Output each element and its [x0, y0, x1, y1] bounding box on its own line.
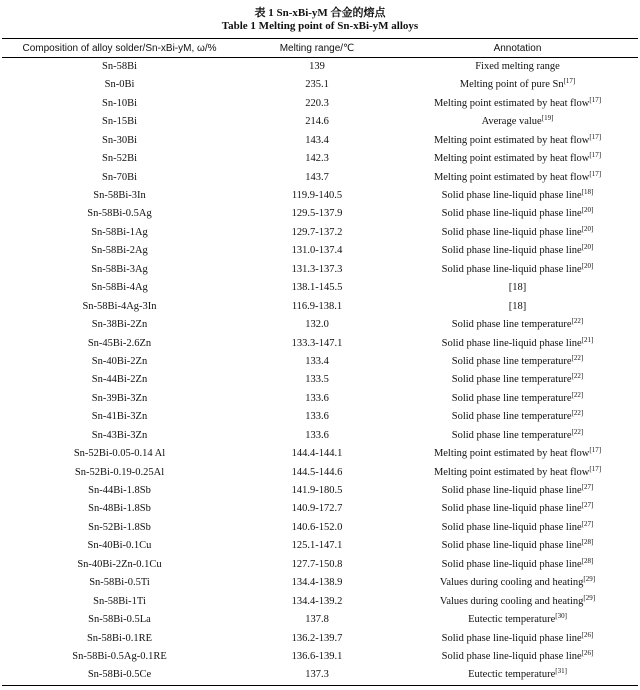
header-annotation: Annotation [397, 39, 638, 58]
melting-range-cell: 220.3 [305, 97, 329, 109]
annotation-text: Solid phase line-liquid phase line [441, 190, 582, 202]
reference-citation: [21] [581, 335, 594, 344]
composition-cell: Sn-40Bi-0.1Cu [87, 540, 152, 552]
annotation-cell [397, 593, 638, 611]
table-row [2, 427, 638, 445]
reference-citation: [22] [571, 427, 584, 436]
composition-cell: Sn-58Bi-2Ag [91, 245, 148, 257]
composition-cell: Sn-41Bi-3Zn [91, 411, 148, 423]
table-row [2, 169, 638, 187]
reference-citation: [26] [581, 630, 594, 639]
reference-citation: [27] [581, 519, 594, 528]
melting-range-cell: 143.7 [305, 171, 329, 183]
annotation-text: Melting point estimated by heat flow [433, 134, 590, 146]
table-row [2, 501, 638, 519]
annotation-text: Values during cooling and heating [439, 595, 584, 607]
melting-range-cell: 140.9-172.7 [291, 503, 343, 515]
annotation-text: Solid phase line temperature [451, 411, 572, 423]
table-row [2, 206, 638, 224]
table-row [2, 335, 638, 353]
melting-range-cell: 116.9-138.1 [291, 300, 343, 312]
annotation-cell [397, 335, 638, 353]
table-row [2, 390, 638, 408]
table-row [2, 279, 638, 297]
annotation-text: Solid phase line-liquid phase line [441, 226, 582, 238]
composition-cell: Sn-52Bi-1.8Sb [88, 521, 151, 533]
annotation-cell [397, 648, 638, 666]
annotation-cell [397, 353, 638, 371]
table-row [2, 261, 638, 279]
composition-cell: Sn-58Bi [101, 60, 137, 72]
annotation-text: Solid phase line-liquid phase line [441, 503, 582, 515]
composition-cell: Sn-58Bi-4Ag [91, 282, 148, 294]
composition-cell: Sn-10Bi [101, 97, 137, 109]
reference-citation: [27] [581, 483, 594, 492]
melting-range-cell: 136.6-139.1 [291, 650, 343, 662]
composition-cell: Sn-40Bi-2Zn-0.1Cu [77, 558, 162, 570]
table-row [2, 556, 638, 574]
table-row [2, 519, 638, 537]
annotation-text: Solid phase line-liquid phase line [441, 558, 582, 570]
table-row [2, 113, 638, 131]
melting-range-cell: 138.1-145.5 [291, 282, 343, 294]
melting-range-cell: 119.9-140.5 [291, 190, 343, 202]
composition-cell: Sn-52Bi-0.19-0.25Al [74, 466, 165, 478]
melting-range-cell: 133.6 [305, 429, 329, 441]
melting-range-cell: 143.4 [305, 134, 329, 146]
annotation-cell [397, 132, 638, 150]
annotation-cell [397, 482, 638, 500]
melting-range-cell: 137.8 [305, 614, 329, 626]
table-row [2, 648, 638, 666]
composition-cell: Sn-43Bi-3Zn [91, 429, 148, 441]
table-row [2, 537, 638, 555]
melting-range-cell: 144.4-144.1 [291, 448, 343, 460]
table-row [2, 95, 638, 113]
annotation-text: Solid phase line-liquid phase line [441, 632, 582, 644]
melting-range-cell: 142.3 [305, 153, 329, 165]
melting-range-cell: 140.6-152.0 [291, 521, 343, 533]
composition-cell: Sn-58Bi-0.5Ag-0.1RE [72, 650, 167, 662]
composition-cell: Sn-38Bi-2Zn [91, 319, 148, 331]
composition-cell: Sn-44Bi-2Zn [91, 374, 148, 386]
annotation-cell [397, 316, 638, 334]
melting-range-cell: 134.4-138.9 [291, 577, 343, 589]
composition-cell: Sn-70Bi [101, 171, 137, 183]
table-row [2, 224, 638, 242]
annotation-cell [397, 242, 638, 260]
composition-cell: Sn-44Bi-1.8Sb [88, 485, 151, 497]
reference-citation: [17] [589, 151, 602, 160]
annotation-cell [397, 113, 638, 131]
annotation-text: Solid phase line temperature [451, 429, 572, 441]
melting-range-cell: 127.7-150.8 [291, 558, 343, 570]
annotation-cell [397, 224, 638, 242]
annotation-text: Solid phase line-liquid phase line [441, 650, 582, 662]
annotation-text: Solid phase line temperature [451, 392, 572, 404]
annotation-text: Eutectic temperature [468, 614, 556, 626]
table-caption-chinese: 表 1 Sn-xBi-yM 合金的熔点 [254, 7, 386, 19]
melting-point-table [2, 38, 638, 686]
reference-citation: [22] [571, 372, 584, 381]
annotation-text: Melting point estimated by heat flow [433, 171, 590, 183]
composition-cell: Sn-15Bi [101, 116, 137, 128]
reference-citation: [17] [563, 77, 576, 86]
melting-range-cell: 133.4 [305, 355, 329, 367]
table-row [2, 630, 638, 648]
composition-cell: Sn-30Bi [101, 134, 137, 146]
annotation-cell [397, 611, 638, 629]
reference-citation: [20] [581, 243, 594, 252]
annotation-text: Melting point of pure Sn [459, 79, 564, 91]
composition-cell: Sn-40Bi-2Zn [91, 355, 148, 367]
melting-range-cell: 235.1 [305, 79, 329, 91]
reference-citation: [22] [571, 409, 584, 418]
annotation-cell [397, 390, 638, 408]
reference-citation: [22] [571, 317, 584, 326]
melting-range-cell: 214.6 [305, 116, 329, 128]
reference-citation: [26] [581, 648, 594, 657]
reference-citation: [17] [589, 446, 602, 455]
table-row [2, 76, 638, 94]
table-row [2, 58, 638, 77]
table-row [2, 150, 638, 168]
annotation-cell [397, 501, 638, 519]
annotation-cell [397, 206, 638, 224]
annotation-cell [397, 666, 638, 685]
annotation-cell [397, 76, 638, 94]
reference-citation: [28] [581, 538, 594, 547]
annotation-cell [397, 445, 638, 463]
composition-cell: Sn-58Bi-1Ti [93, 595, 146, 607]
composition-cell: Sn-45Bi-2.6Zn [87, 337, 152, 349]
reference-citation: [17] [589, 132, 602, 141]
melting-range-cell: 129.7-137.2 [291, 226, 343, 238]
composition-cell: Sn-52Bi [101, 153, 137, 165]
annotation-text: Solid phase line-liquid phase line [441, 263, 582, 275]
table-row [2, 316, 638, 334]
reference-citation: [22] [571, 390, 584, 399]
melting-range-cell: 137.3 [237, 666, 397, 685]
melting-range-cell: 129.5-137.9 [291, 208, 343, 220]
annotation-cell [397, 408, 638, 426]
composition-cell: Sn-58Bi-0.1RE [86, 632, 153, 644]
annotation-cell [397, 58, 638, 77]
reference-citation: [17] [589, 169, 602, 178]
annotation-cell [397, 427, 638, 445]
table-header-row [2, 39, 638, 58]
table-row [2, 593, 638, 611]
reference-citation: [27] [581, 501, 594, 510]
melting-range-cell: 141.9-180.5 [291, 485, 343, 497]
table-row [2, 574, 638, 592]
composition-cell: Sn-58Bi-0.5Ag [87, 208, 152, 220]
melting-range-cell: 139 [309, 60, 325, 72]
table-row [2, 242, 638, 260]
melting-range-cell: 133.3-147.1 [291, 337, 343, 349]
annotation-cell [397, 574, 638, 592]
reference-citation: [17] [589, 464, 602, 473]
composition-cell: Sn-58Bi-1Ag [91, 226, 148, 238]
annotation-cell [397, 150, 638, 168]
table-row [2, 408, 638, 426]
reference-citation: [29] [583, 593, 596, 602]
annotation-text: Solid phase line temperature [451, 355, 572, 367]
annotation-cell [397, 556, 638, 574]
annotation-cell [397, 464, 638, 482]
melting-range-cell: 132.0 [305, 319, 329, 331]
table-row [2, 611, 638, 629]
annotation-text: Fixed melting range [475, 60, 560, 72]
melting-range-cell: 136.2-139.7 [291, 632, 343, 644]
composition-cell: Sn-0Bi [104, 79, 135, 91]
reference-citation: [28] [581, 556, 594, 565]
annotation-text: Solid phase line-liquid phase line [441, 245, 582, 257]
table-row [2, 464, 638, 482]
annotation-text: Values during cooling and heating [439, 577, 584, 589]
melting-range-cell: 125.1-147.1 [291, 540, 343, 552]
annotation-text: [18] [508, 282, 527, 294]
annotation-text: Solid phase line temperature [451, 319, 572, 331]
melting-range-cell: 133.5 [305, 374, 329, 386]
annotation-text: Solid phase line-liquid phase line [441, 540, 582, 552]
composition-cell: Sn-58Bi-0.5Ce [2, 666, 237, 685]
melting-range-cell: 144.5-144.6 [291, 466, 343, 478]
annotation-text: Solid phase line-liquid phase line [441, 337, 582, 349]
reference-citation: [19] [541, 114, 554, 123]
annotation-text: Melting point estimated by heat flow [433, 466, 590, 478]
table-row [2, 187, 638, 205]
annotation-text: Solid phase line-liquid phase line [441, 208, 582, 220]
annotation-text: Solid phase line temperature [451, 374, 572, 386]
annotation-text: Melting point estimated by heat flow [433, 97, 590, 109]
reference-citation: [18] [581, 188, 594, 197]
annotation-text: Solid phase line-liquid phase line [441, 521, 582, 533]
annotation-cell [397, 169, 638, 187]
table-row [2, 666, 638, 685]
annotation-cell [397, 298, 638, 316]
annotation-cell [397, 371, 638, 389]
reference-citation: [17] [589, 95, 602, 104]
annotation-cell [397, 95, 638, 113]
annotation-text: Melting point estimated by heat flow [433, 153, 590, 165]
composition-cell: Sn-58Bi-0.5Ti [89, 577, 150, 589]
annotation-text: Average value [481, 116, 542, 128]
table-body [2, 58, 638, 686]
table-row [2, 353, 638, 371]
composition-cell: Sn-58Bi-4Ag-3In [82, 300, 157, 312]
melting-range-cell: 134.4-139.2 [291, 595, 343, 607]
annotation-cell [397, 537, 638, 555]
annotation-cell [397, 519, 638, 537]
reference-citation: [20] [581, 224, 594, 233]
reference-citation: [30] [555, 612, 567, 621]
reference-citation: [20] [581, 261, 594, 270]
annotation-text: Eutectic temperature [468, 669, 556, 681]
reference-citation: [31] [555, 667, 567, 676]
table-row [2, 298, 638, 316]
composition-cell: Sn-48Bi-1.8Sb [88, 503, 151, 515]
table-row [2, 482, 638, 500]
melting-range-cell: 133.6 [305, 392, 329, 404]
annotation-text: Solid phase line-liquid phase line [441, 485, 582, 497]
melting-range-cell: 131.0-137.4 [291, 245, 343, 257]
annotation-cell [397, 279, 638, 297]
composition-cell: Sn-58Bi-3Ag [91, 263, 148, 275]
reference-citation: [20] [581, 206, 594, 215]
table-row [2, 445, 638, 463]
table-caption-english: Table 1 Melting point of Sn-xBi-yM alloys [221, 20, 419, 32]
annotation-cell [397, 261, 638, 279]
reference-citation: [22] [571, 353, 584, 362]
table-row [2, 371, 638, 389]
annotation-text: Melting point estimated by heat flow [433, 448, 590, 460]
reference-citation: [29] [583, 575, 596, 584]
composition-cell: Sn-52Bi-0.05-0.14 Al [73, 448, 166, 460]
melting-range-cell: 131.3-137.3 [291, 263, 343, 275]
melting-range-cell: 133.6 [305, 411, 329, 423]
table-row [2, 132, 638, 150]
composition-cell: Sn-39Bi-3Zn [91, 392, 148, 404]
annotation-cell [397, 187, 638, 205]
composition-cell: Sn-58Bi-0.5La [88, 614, 151, 626]
header-composition: Composition of alloy solder/Sn-xBi-yM, ω/% [2, 39, 237, 58]
header-melting-range: Melting range/℃ [237, 39, 397, 58]
annotation-text: [18] [508, 300, 527, 312]
annotation-cell [397, 630, 638, 648]
composition-cell: Sn-58Bi-3In [93, 190, 146, 202]
